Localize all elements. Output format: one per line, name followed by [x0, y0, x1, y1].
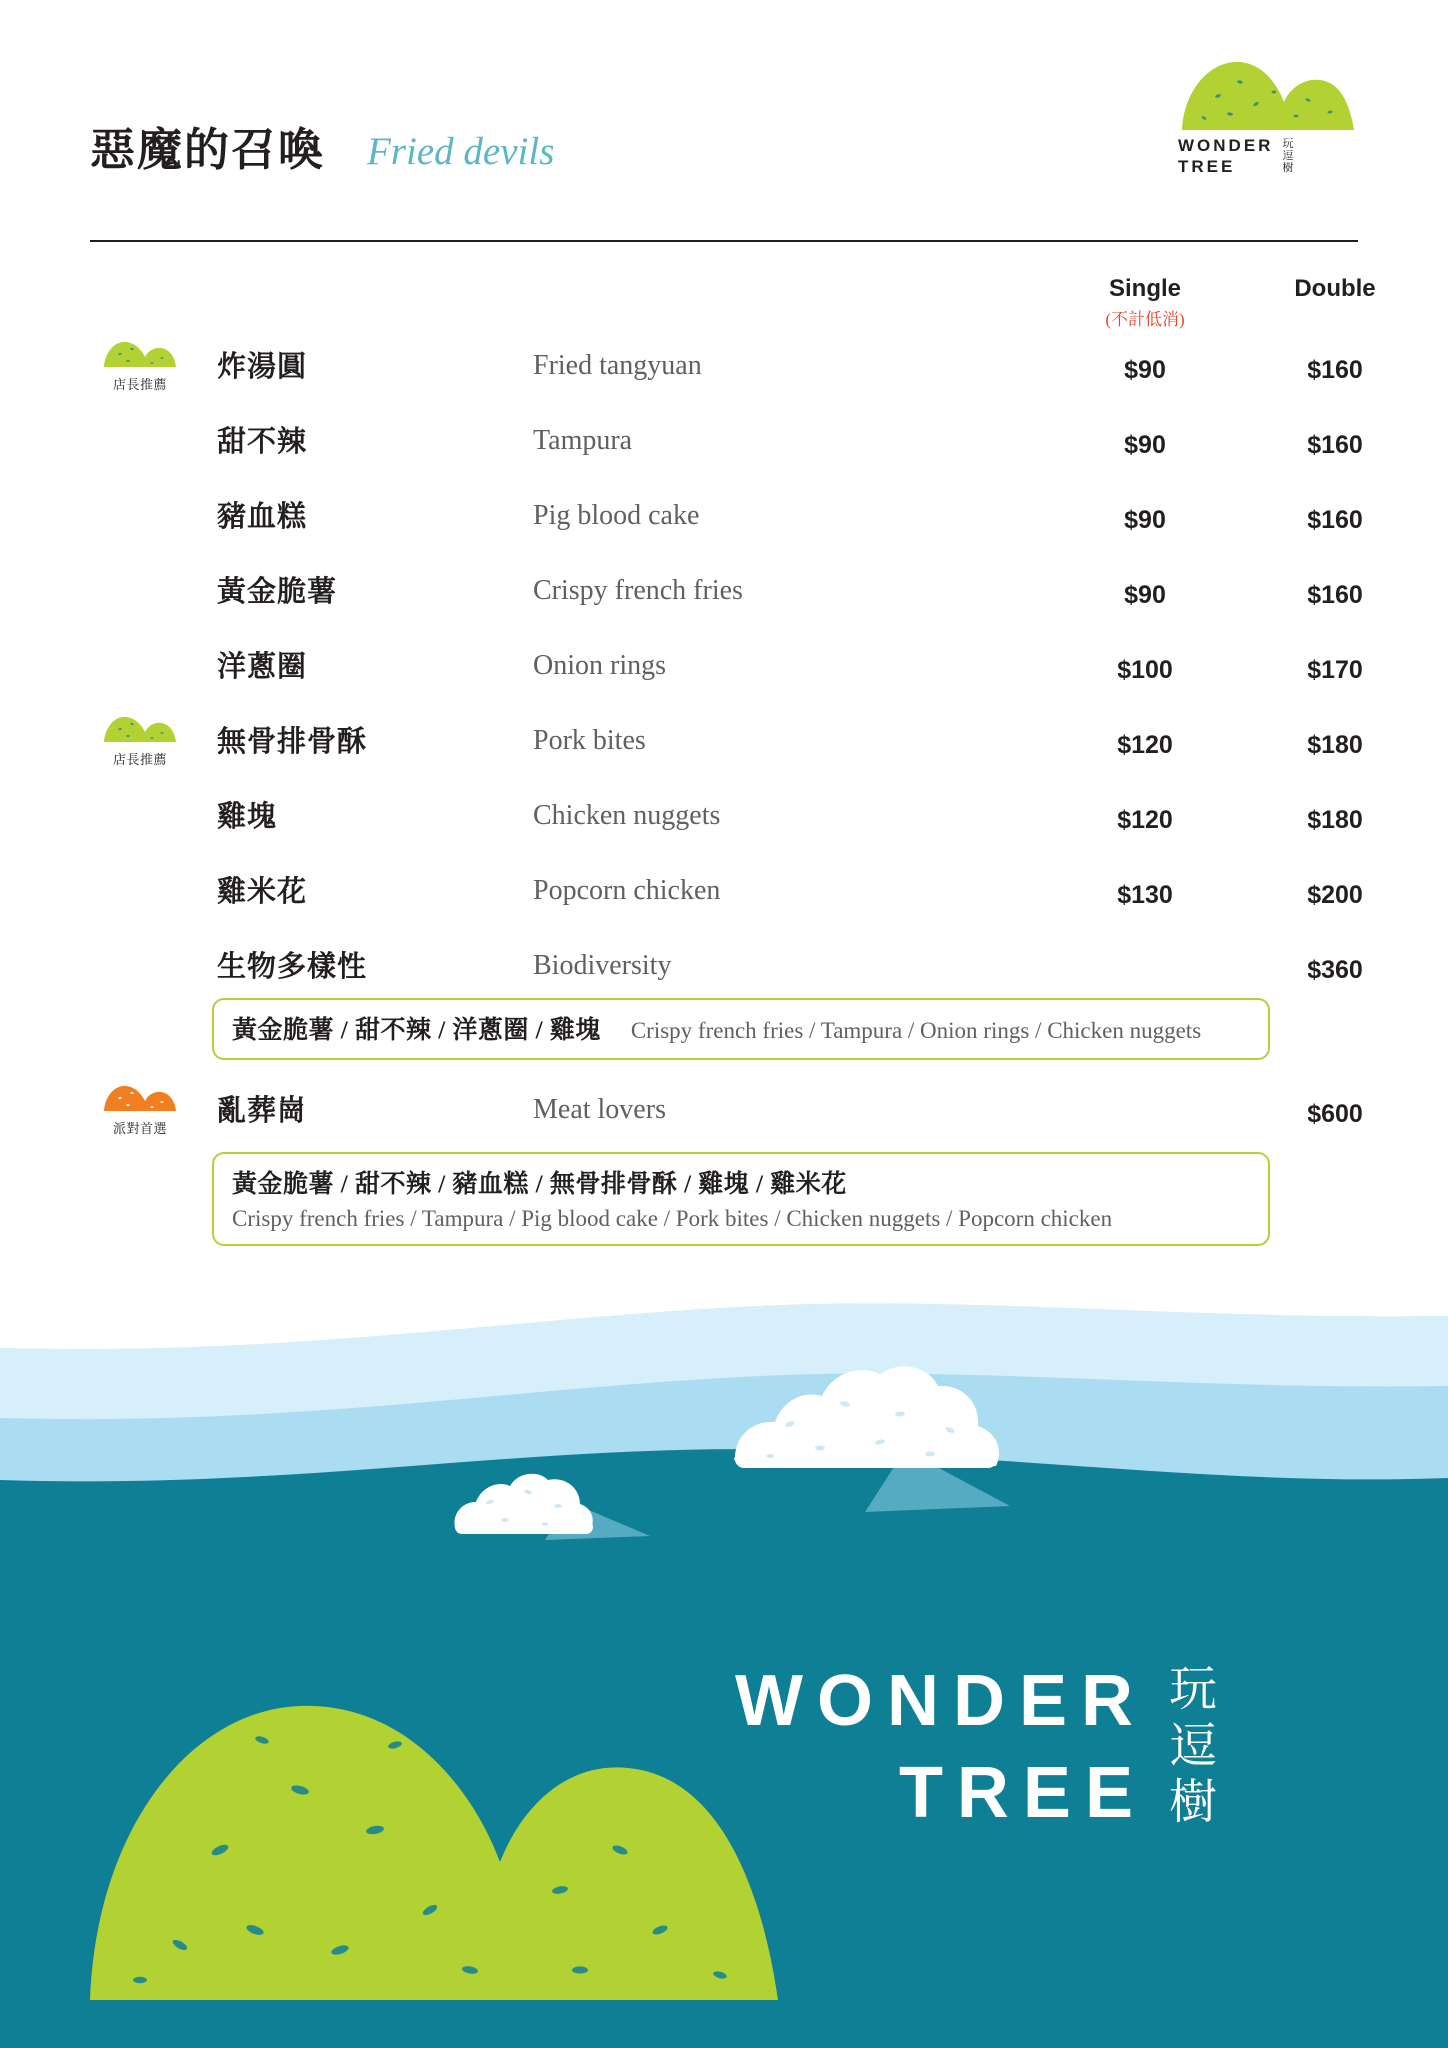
item-name-cn: 豬血糕 [217, 501, 308, 533]
item-price-double: $160 [1307, 356, 1363, 384]
title-divider [90, 240, 1358, 242]
column-single-label: Single [1108, 275, 1181, 302]
item-price-double: $170 [1307, 656, 1363, 684]
menu-list [90, 330, 1363, 1246]
combo-items-en: Crispy french fries / Tampura / Onion rings / Chicken nuggets [630, 1018, 1202, 1043]
page-title-cn: 惡魔的召喚 [90, 125, 326, 175]
item-name-en: Pig blood cake [533, 500, 700, 531]
recommend-badge-label: 店長推薦 [112, 377, 167, 392]
footer-wordmark-en-line2: TREE [898, 1753, 1147, 1834]
party-badge [90, 1082, 190, 1137]
footer-wordmark [735, 1655, 1217, 1839]
item-price-double: $600 [1307, 1100, 1363, 1128]
item-name-en: Onion rings [533, 650, 666, 681]
green-hill-icon [102, 713, 178, 743]
item-name-en: Meat lovers [533, 1094, 666, 1125]
item-price-double: $360 [1307, 956, 1363, 984]
item-name-cn: 亂葬崗 [217, 1095, 308, 1127]
menu-row [90, 630, 1363, 705]
item-price-single: $130 [1117, 881, 1173, 909]
column-single [1070, 275, 1220, 330]
sea-and-hills-graphic [0, 1290, 1448, 2048]
item-name-cn: 洋蔥圈 [217, 651, 308, 683]
menu-row [90, 480, 1363, 555]
item-price-double: $200 [1307, 881, 1363, 909]
column-double-label: Double [1294, 275, 1376, 302]
menu-row [90, 555, 1363, 630]
menu-row [90, 780, 1363, 855]
item-price-single: $90 [1124, 581, 1166, 609]
price-column-headers [90, 275, 1376, 335]
item-name-en: Tampura [533, 425, 633, 456]
footer-wordmark-en [735, 1655, 1147, 1839]
item-price-single: $90 [1124, 506, 1166, 534]
item-price-single: $120 [1117, 731, 1173, 759]
combo-box-meat-lovers [212, 1152, 1270, 1246]
item-price-single: $100 [1117, 656, 1173, 684]
combo-items-en: Crispy french fries / Tampura / Pig blood cake / Pork bites / Chicken nuggets / Popcorn chicken [232, 1206, 1113, 1231]
party-badge-label: 派對首選 [112, 1121, 167, 1136]
footer-illustration [0, 1290, 1448, 2048]
item-name-cn: 無骨排骨酥 [217, 726, 368, 758]
column-double [1260, 275, 1410, 303]
green-hill-icon [102, 338, 178, 368]
item-name-en: Fried tangyuan [533, 350, 702, 381]
item-name-cn: 生物多樣性 [217, 951, 368, 983]
footer-wordmark-cn: 玩 逗 樹 [1168, 1663, 1217, 1830]
item-name-en: Pork bites [533, 725, 646, 756]
recommend-badge [90, 713, 190, 768]
menu-row [90, 1074, 1363, 1152]
page-title-en: Fried devils [367, 130, 555, 173]
menu-row [90, 855, 1363, 930]
item-price-double: $160 [1307, 431, 1363, 459]
logo-wordmark-en-line2: TREE [1178, 157, 1236, 177]
item-name-en: Crispy french fries [533, 575, 743, 606]
item-name-cn: 黃金脆薯 [217, 576, 338, 608]
item-price-double: $160 [1307, 506, 1363, 534]
column-single-note: (不計低消) [1105, 310, 1185, 329]
logo-wordmark-cn: 玩 逗 樹 [1282, 137, 1294, 175]
item-price-double: $180 [1307, 731, 1363, 759]
recommend-badge-label: 店長推薦 [112, 752, 167, 767]
green-hill-icon [1178, 52, 1358, 132]
item-name-en: Biodiversity [533, 950, 672, 981]
item-price-double: $160 [1307, 581, 1363, 609]
menu-row [90, 405, 1363, 480]
item-price-double: $180 [1307, 806, 1363, 834]
combo-items-cn: 黃金脆薯 / 甜不辣 / 洋蔥圈 / 雞塊 [232, 1017, 601, 1044]
recommend-badge [90, 338, 190, 393]
item-name-en: Chicken nuggets [533, 800, 721, 831]
item-name-cn: 炸湯圓 [217, 351, 308, 383]
item-name-cn: 雞米花 [217, 876, 308, 908]
item-price-single: $90 [1124, 431, 1166, 459]
item-price-single: $90 [1124, 356, 1166, 384]
menu-row [90, 330, 1363, 405]
footer-wordmark-en-line1: WONDER [735, 1661, 1147, 1741]
item-name-cn: 甜不辣 [217, 426, 308, 458]
item-price-single: $120 [1117, 806, 1173, 834]
combo-items-cn: 黃金脆薯 / 甜不辣 / 豬血糕 / 無骨排骨酥 / 雞塊 / 雞米花 [232, 1171, 847, 1198]
item-name-en: Popcorn chicken [533, 875, 721, 906]
item-name-cn: 雞塊 [217, 801, 278, 833]
orange-hill-icon [102, 1082, 178, 1112]
menu-row [90, 705, 1363, 780]
logo-wordmark-en-line1: WONDER [1178, 136, 1274, 155]
page-title [90, 125, 1358, 175]
combo-box-biodiversity [212, 998, 1270, 1060]
menu-row [90, 930, 1363, 998]
